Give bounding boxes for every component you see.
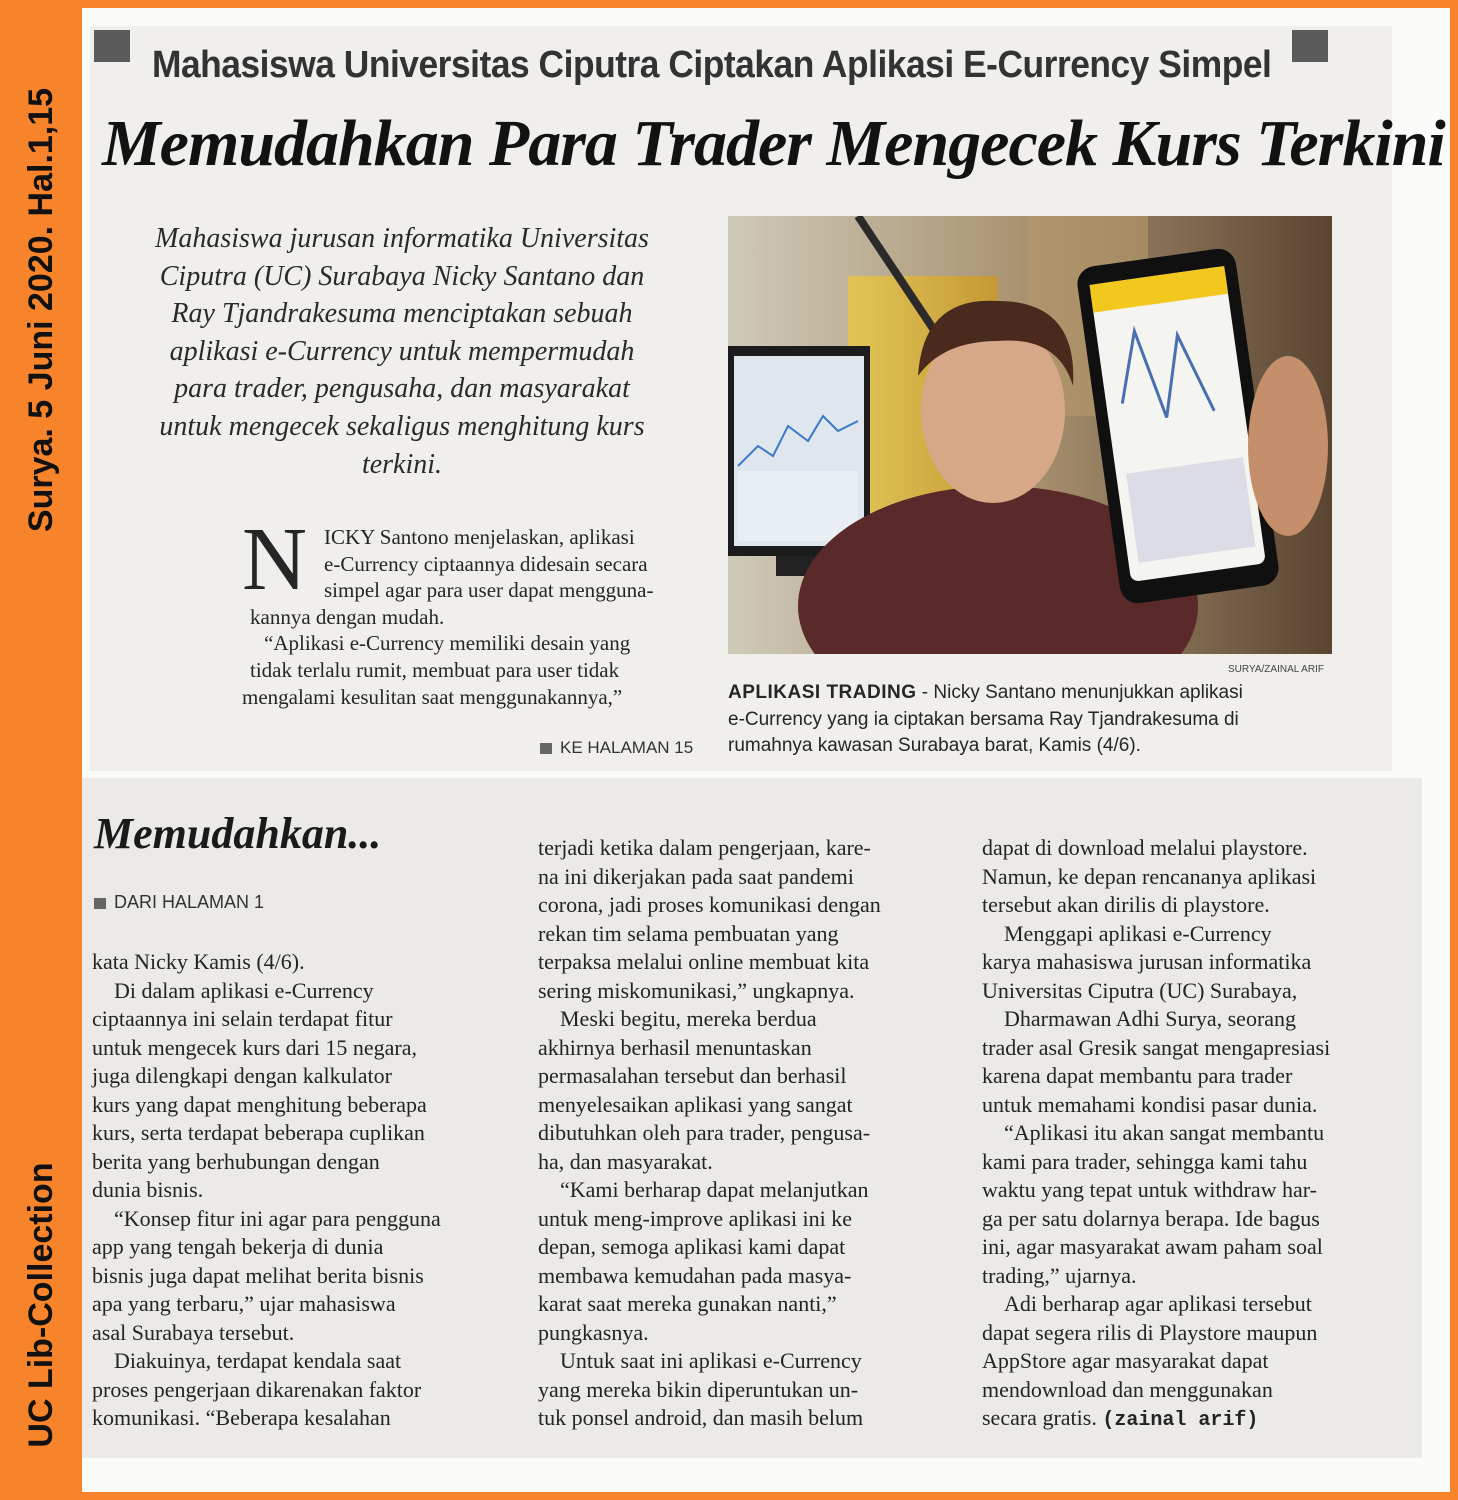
drop-cap: N [242,510,307,609]
newspaper-clipping [82,8,1450,1492]
column-line: kami para trader, sehingga kami tahu [982,1148,1308,1174]
column-line: dapat di download melalui playstore. [982,835,1308,860]
lead-line: Ray Tjandrakesuma menciptakan sebuah [171,298,633,330]
caption-line: e-Currency yang ia ciptakan bersama Ray Tjandrakesuma di [728,708,1239,730]
byline: (zainal arif) [1102,1409,1259,1432]
intro-line: kannya dengan mudah. [250,604,445,629]
column-line: Menggapi aplikasi e-Currency [1004,920,1272,946]
side-banner [0,0,82,1500]
continued-label: KE HALAMAN 15 [560,738,694,757]
news-photo [728,216,1332,654]
column-line: untuk mengecek kurs dari 15 negara, [92,1034,417,1060]
column-line: ga per satu dolarnya berapa. Ide bagus [982,1205,1320,1231]
column-line: depan, semoga aplikasi kami dapat [538,1234,846,1259]
column-line: “Kami berharap dapat melanjutkan [560,1177,869,1202]
column-line: membawa kemudahan pada masya- [538,1262,852,1288]
column-line: dunia bisnis. [92,1177,204,1202]
continued-marker [540,738,693,758]
column-line: apa yang terbaru,” ujar mahasiswa [92,1291,396,1316]
column-line: ciptaannya ini selain terdapat fitur [92,1006,393,1031]
column-line: kurs, serta terdapat beberapa cuplikan [92,1120,425,1145]
photo-caption [728,680,1332,760]
column-2 [538,834,958,1433]
column-line: terpaksa melalui online membuat kita [538,949,870,974]
intro-line: tidak terlalu rumit, membuat para user tidak [250,657,620,682]
lead-line: untuk mengecek sekaligus menghitung kurs [159,410,645,442]
continuation-title: Memudahkan... [94,809,382,858]
column-line: Adi berharap agar aplikasi tersebut [1004,1291,1312,1316]
column-line: karena dapat membantu para trader [982,1063,1293,1088]
column-line: berita yang berhubungan dengan [92,1148,380,1174]
column-line: menyelesaikan aplikasi yang sangat [538,1091,853,1117]
column-line: secara gratis. [982,1405,1097,1430]
column-line: asal Surabaya tersebut. [92,1319,295,1345]
lead-paragraph [102,220,702,483]
column-line: komunikasi. “Beberapa kesalahan [92,1405,391,1430]
column-line: trading,” ujarnya. [982,1262,1137,1288]
column-line: app yang tengah bekerja di dunia [92,1234,384,1259]
column-line: kurs yang dapat menghitung beberapa [92,1091,427,1117]
column-line: Untuk saat ini aplikasi e-Currency [560,1348,862,1373]
column-line: terjadi ketika dalam pengerjaan, kare- [538,835,871,860]
from-page-marker [94,892,264,913]
column-line: tuk ponsel android, dan masih belum [538,1405,864,1430]
column-line: na ini dikerjakan pada saat pandemi [538,863,854,889]
lead-line: para trader, pengusaha, dan masyarakat [174,373,630,405]
column-line: juga dilengkapi dengan kalkulator [92,1063,392,1088]
main-headline: Memudahkan Para Trader Mengecek Kurs Terkini [102,107,1445,180]
column-line: dibutuhkan oleh para trader, pengusa- [538,1120,871,1145]
lead-line: aplikasi e-Currency untuk mempermudah [169,335,635,367]
column-line: sering miskomunikasi,” ungkapnya. [538,977,855,1003]
column-line: untuk meng-improve aplikasi ini ke [538,1205,853,1231]
column-line: Diakuinya, terdapat kendala saat [114,1348,402,1373]
column-line: karya mahasiswa jurusan informatika [982,949,1312,974]
column-line: AppStore agar masyarakat dapat [982,1348,1269,1373]
source-label: Surya. 5 Juni 2020. Hal.1,15 [22,87,60,533]
column-line: Di dalam aplikasi e-Currency [114,977,374,1003]
column-line: bisnis juga dapat melihat berita bisnis [92,1262,424,1288]
column-line: ini, agar masyarakat awam paham soal [982,1234,1323,1259]
intro-line: e-Currency ciptaannya didesain secara [324,551,648,576]
bullet-square-icon [540,743,552,754]
photo-credit: SURYA/ZAINAL ARIF [1228,664,1324,675]
column-line: dapat segera rilis di Playstore maupun [982,1319,1318,1345]
column-line: Namun, ke depan rencananya aplikasi [982,863,1317,889]
column-line: kata Nicky Kamis (4/6). [92,949,305,974]
column-line: untuk memahami kondisi pasar dunia. [982,1091,1318,1117]
caption-label: APLIKASI TRADING [728,682,917,703]
column-line: permasalahan tersebut dan berhasil [538,1063,847,1088]
column-line: ha, dan masyarakat. [538,1148,713,1174]
bullet-square-icon [94,898,106,909]
caption-line: rumahnya kawasan Surabaya barat, Kamis (4/6). [728,735,1141,756]
column-line: “Konsep fitur ini agar para pengguna [114,1205,441,1231]
column-line: Dharmawan Adhi Surya, seorang [1004,1006,1297,1031]
column-line: yang mereka bikin diperuntukan un- [538,1376,859,1402]
intro-line: “Aplikasi e-Currency memiliki desain yang [264,631,631,656]
column-3 [982,834,1412,1436]
column-line: corona, jadi proses komunikasi dengan [538,892,881,917]
column-line: Meski begitu, mereka berdua [560,1006,817,1031]
column-line: pungkasnya. [538,1319,649,1345]
from-page-label: DARI HALAMAN 1 [114,892,265,912]
kicker-headline: Mahasiswa Universitas Ciputra Ciptakan Aplikasi E-Currency Simpel [152,44,1272,86]
column-line: “Aplikasi itu akan sangat membantu [1004,1120,1325,1145]
column-line: karat saat mereka gunakan nanti,” [538,1291,837,1316]
collection-label: UC Lib-Collection [22,1162,60,1448]
column-line: tersebut akan dirilis di playstore. [982,892,1270,917]
kicker-bar-left [94,30,130,62]
intro-line: mengalami kesulitan saat menggunakannya,” [242,684,623,709]
column-line: akhirnya berhasil menuntaskan [538,1034,812,1060]
column-line: rekan tim selama pembuatan yang [538,920,839,946]
lead-line: terkini. [361,448,443,480]
intro-line: ICKY Santono menjelaskan, aplikasi [324,525,635,549]
photo-illustration [728,216,1332,654]
column-line: trader asal Gresik sangat mengapresiasi [982,1034,1331,1060]
column-line: Universitas Ciputra (UC) Surabaya, [982,977,1298,1003]
kicker-bar-right [1292,30,1328,62]
column-line: waktu yang tepat untuk withdraw har- [982,1177,1317,1202]
lead-line: Mahasiswa jurusan informatika Universitas [155,223,649,254]
caption-line: - Nicky Santano menunjukkan aplikasi [921,682,1243,703]
intro-paragraph [242,510,712,710]
lead-line: Ciputra (UC) Surabaya Nicky Santano dan [159,260,645,292]
column-line: proses pengerjaan dikarenakan faktor [92,1376,422,1402]
column-1 [92,948,512,1433]
column-line: mendownload dan menggunakan [982,1376,1273,1402]
intro-line: simpel agar para user dapat mengguna- [324,578,654,603]
